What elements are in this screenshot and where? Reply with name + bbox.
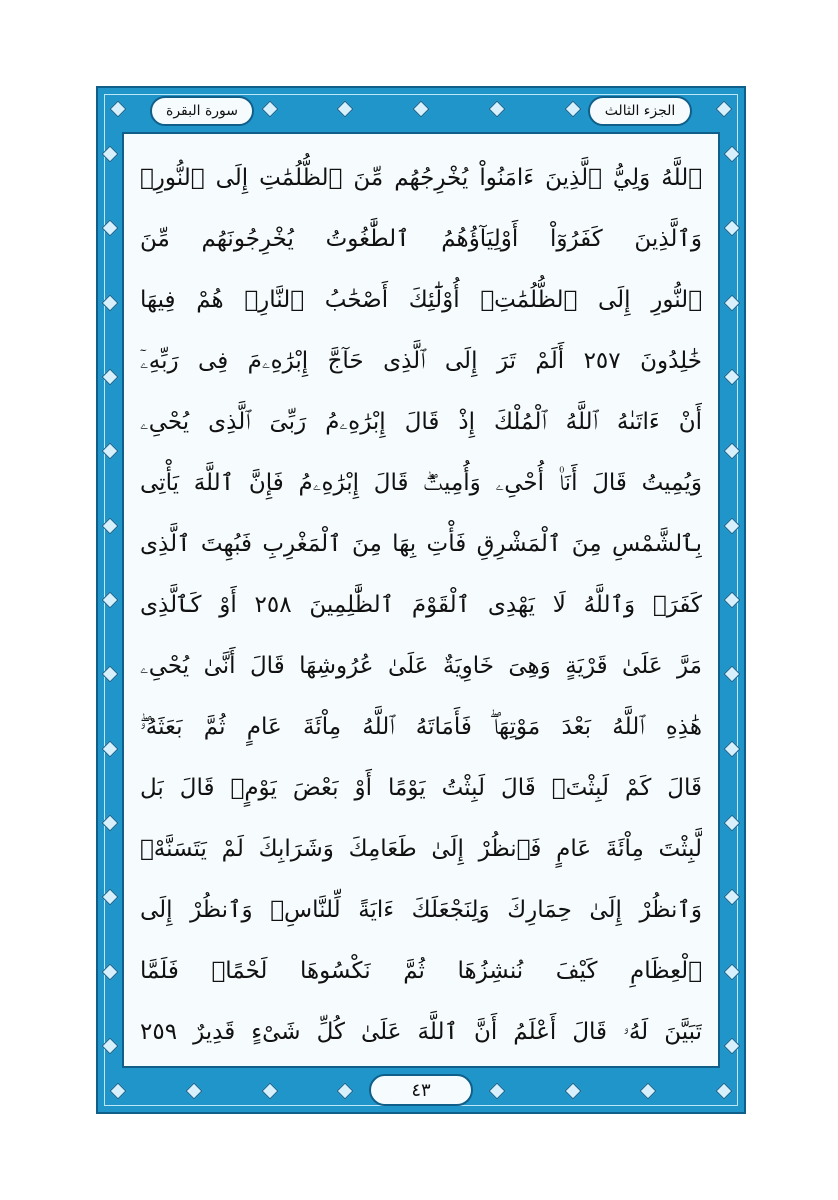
ornament-icon [337,101,354,118]
ornament-icon [102,517,119,534]
text-line: ٱلْعِظَامِ كَيْفَ نُنشِزُهَا ثُمَّ نَكْسُوهَا لَحْمًاۚ فَلَمَّا [140,958,702,984]
ornament-icon [337,1083,354,1100]
ornament-icon [261,1083,278,1100]
ornament-icon [564,1083,581,1100]
ornament-icon [488,1083,505,1100]
right-ornament-column [725,148,739,1052]
text-line: هَٰذِهِ ٱللَّهُ بَعْدَ مَوْتِهَاۖ فَأَمَاتَهُ ٱللَّهُ مِاْئَةَ عَامٍ ثُمَّ بَعَثَهُۥۖ [140,714,702,740]
ornament-icon [724,591,741,608]
ornament-icon [185,1083,202,1100]
text-line: ٱلنُّورِ إِلَى ٱلظُّلُمَٰتِۗ أُوْلَٰٓئِكَ أَصْحَٰبُ ٱلنَّارِۖ هُمْ فِيهَا [140,287,702,313]
ornament-icon [724,368,741,385]
ornament-icon [110,101,127,118]
ornament-icon [724,146,741,163]
ornament-icon [564,101,581,118]
ornament-icon [724,294,741,311]
page-number-box [369,1074,473,1106]
juz-label-box [588,96,692,126]
ornament-icon [716,1083,733,1100]
ornament-icon [724,443,741,460]
ornament-icon [724,517,741,534]
ornament-icon [724,740,741,757]
ornament-icon [102,1037,119,1054]
verse-text-area [140,148,702,1052]
ornament-icon [102,591,119,608]
text-line: بِٱلشَّمْسِ مِنَ ٱلْمَشْرِقِ فَأْتِ بِهَا مِنَ ٱلْمَغْرِبِ فَبُهِتَ ٱلَّذِى [140,531,702,557]
text-panel [122,132,720,1068]
ornament-icon [102,814,119,831]
text-line: لَّبِثْتَ مِاْئَةَ عَامٍ فَٱنظُرْ إِلَىٰ طَعَامِكَ وَشَرَابِكَ لَمْ يَتَسَنَّهْۖ [140,836,702,862]
ornament-icon [724,814,741,831]
ornament-icon [102,963,119,980]
text-line: مَرَّ عَلَىٰ قَرْيَةٍ وَهِىَ خَاوِيَةٌ عَلَىٰ عُرُوشِهَا قَالَ أَنَّىٰ يُحْىِۦ [140,653,702,679]
ornament-icon [724,963,741,980]
juz-label: الجزء الثالث [604,103,676,119]
ornament-icon [102,220,119,237]
ornament-icon [110,1083,127,1100]
ornament-icon [413,101,430,118]
ornament-icon [724,220,741,237]
page-frame [96,86,746,1114]
surah-label: سورة البقرة [165,103,239,119]
ornament-icon [102,146,119,163]
ornament-icon [102,294,119,311]
ornament-icon [724,889,741,906]
text-line: وَٱلَّذِينَ كَفَرُوٓاْ أَوْلِيَآؤُهُمُ ٱلطَّٰغُوتُ يُخْرِجُونَهُم مِّنَ [140,226,702,252]
ornament-icon [102,443,119,460]
ornament-icon [102,740,119,757]
ornament-icon [716,101,733,118]
text-line: كَفَرَۗ وَٱللَّهُ لَا يَهْدِى ٱلْقَوْمَ ٱلظَّٰلِمِينَ ٢٥٨ أَوْ كَٱلَّذِى [140,592,702,618]
ornament-icon [640,1083,657,1100]
ornament-icon [102,666,119,683]
text-line: أَنْ ءَاتَىٰهُ ٱللَّهُ ٱلْمُلْكَ إِذْ قَالَ إِبْرَٰهِۦمُ رَبِّىَ ٱلَّذِى يُحْىِۦ [140,409,702,435]
ornament-icon [724,666,741,683]
ornament-icon [261,101,278,118]
text-line: تَبَيَّنَ لَهُۥ قَالَ أَعْلَمُ أَنَّ ٱللَّهَ عَلَىٰ كُلِّ شَىْءٍ قَدِيرٌ ٢٥٩ [140,1019,702,1045]
ornament-icon [102,368,119,385]
text-line: ٱللَّهُ وَلِيُّ ٱلَّذِينَ ءَامَنُواْ يُخْرِجُهُم مِّنَ ٱلظُّلُمَٰتِ إِلَى ٱلنُّورِۖ [140,165,702,191]
surah-label-box [150,96,254,126]
left-ornament-column [103,148,117,1052]
text-line: خَٰلِدُونَ ٢٥٧ أَلَمْ تَرَ إِلَى ٱلَّذِى حَآجَّ إِبْرَٰهِۦمَ فِى رَبِّهِۦٓ [140,348,702,374]
text-line: وَيُمِيتُ قَالَ أَنَا۠ أُحْىِۦ وَأُمِيتُۖ قَالَ إِبْرَٰهِۦمُ فَإِنَّ ٱللَّهَ يَأْتِى [140,470,702,496]
text-line: قَالَ كَمْ لَبِثْتَۖ قَالَ لَبِثْتُ يَوْمًا أَوْ بَعْضَ يَوْمٍۖ قَالَ بَل [140,775,702,801]
ornament-icon [102,889,119,906]
text-line: وَٱنظُرْ إِلَىٰ حِمَارِكَ وَلِنَجْعَلَكَ ءَايَةً لِّلنَّاسِۖ وَٱنظُرْ إِلَى [140,897,702,923]
page-number: ٤٣ [411,1079,431,1101]
ornament-icon [724,1037,741,1054]
ornament-icon [488,101,505,118]
